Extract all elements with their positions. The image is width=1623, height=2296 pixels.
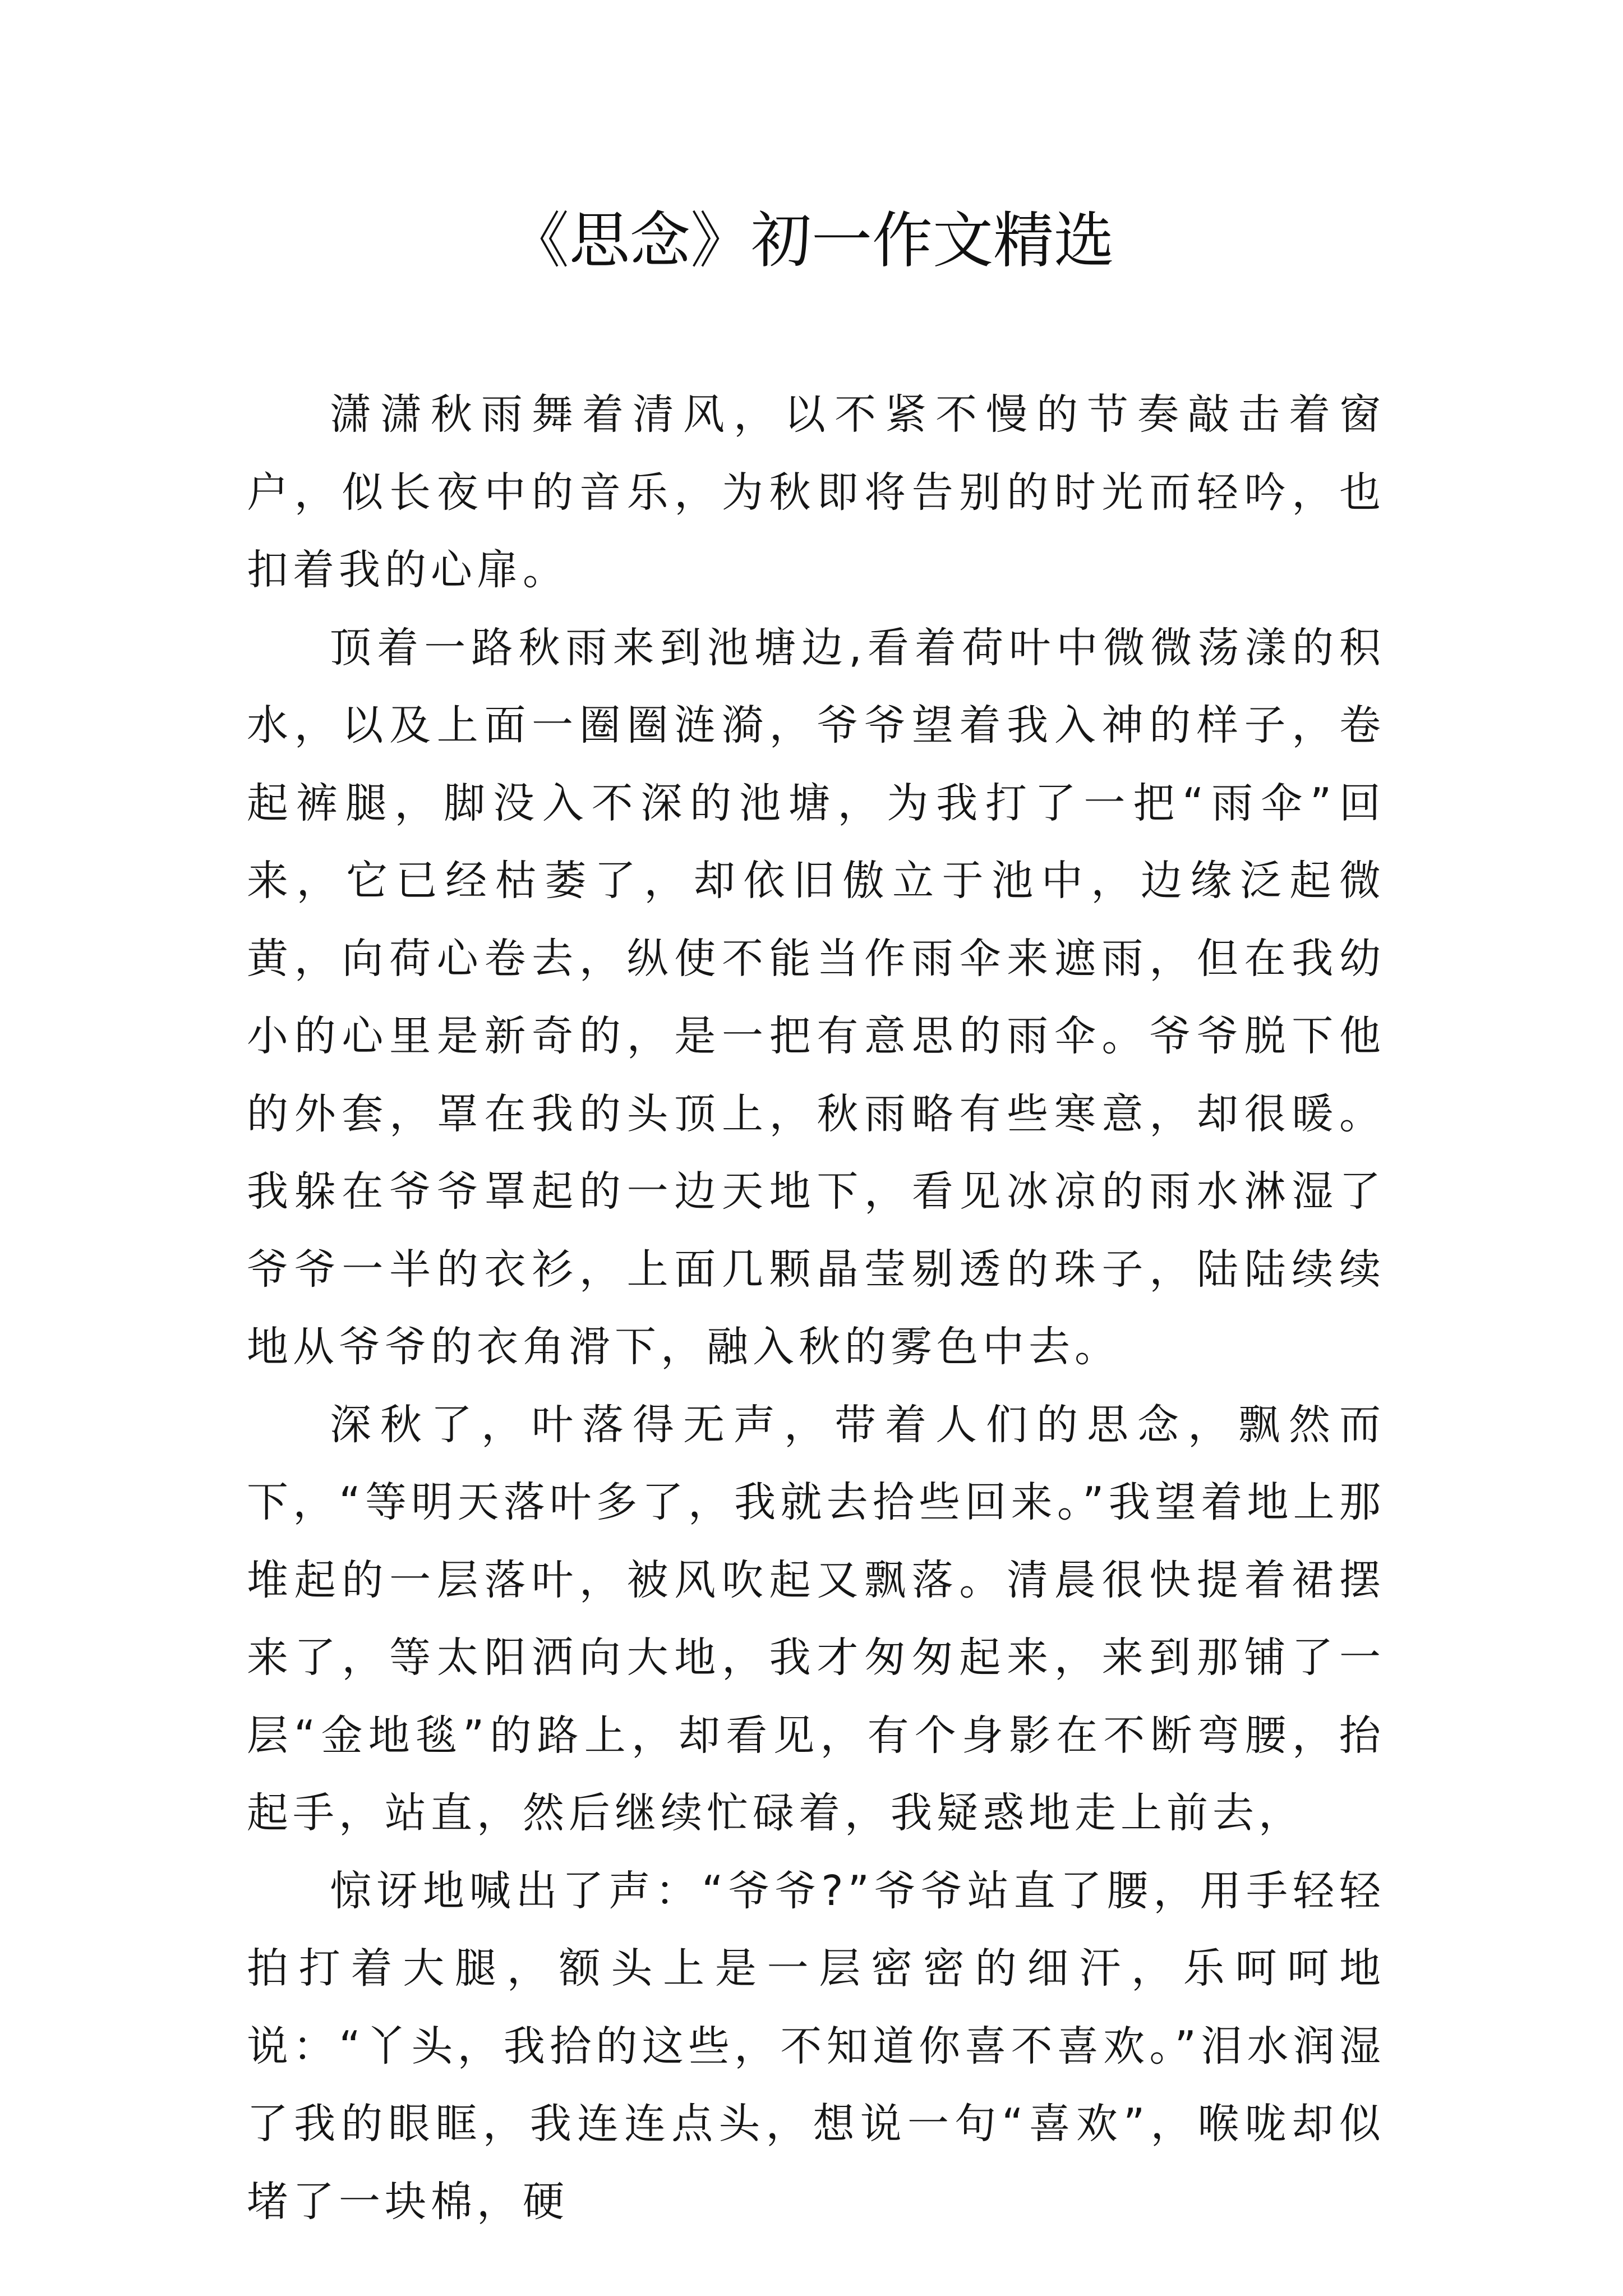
paragraph-1: 潇潇秋雨舞着清风，以不紧不慢的节奏敲击着窗户，似长夜中的音乐，为秋即将告别的时光而轻吟，也扣着我的心扉。 — [247, 390, 1385, 594]
paragraph-4: 惊讶地喊出了声：“爷爷?”爷爷站直了腰，用手轻轻拍打着大腿，额头上是一层密密的细汗，乐呵呵地说：“丫头，我拾的这些，不知道你喜不喜欢。”泪水润湿了我的眼眶，我连连点头，想说一句“喜欢”，喉咙却似堵了一块棉，硬 — [247, 1866, 1385, 2226]
document-title: 《思念》初一作文精选 — [508, 206, 1114, 276]
document-body — [247, 376, 1385, 2240]
paragraph-2: 顶着一路秋雨来到池塘边,看着荷叶中微微荡漾的积水，以及上面一圈圈涟漪，爷爷望着我入神的样子，卷起裤腿，脚没入不深的池塘，为我打了一把“雨伞”回来，它已经枯萎了，却依旧傲立于池中，边缘泛起微黄，向荷心卷去，纵使不能当作雨伞来遮雨，但在我幼小的心里是新奇的，是一把有意思的雨伞。爷爷脱下他的外套，罩在我的头顶上，秋雨略有些寒意，却很暖。我躲在爷爷罩起的一边天地下，看见冰凉的雨水淋湿了爷爷一半的衣衫，上面几颗晶莹剔透的珠子，陆陆续续地从爷爷的衣角滑下，融入秋的雾色中去。 — [247, 623, 1385, 1371]
paragraph-3: 深秋了，叶落得无声，带着人们的思念，飘然而下，“等明天落叶多了，我就去拾些回来。”我望着地上那堆起的一层落叶，被风吹起又飘落。清晨很快提着裙摆来了，等太阳洒向大地，我才匆匆起来，来到那铺了一层“金地毯”的路上，却看见，有个身影在不断弯腰，抬起手，站直，然后继续忙碌着，我疑惑地走上前去， — [247, 1400, 1385, 1837]
